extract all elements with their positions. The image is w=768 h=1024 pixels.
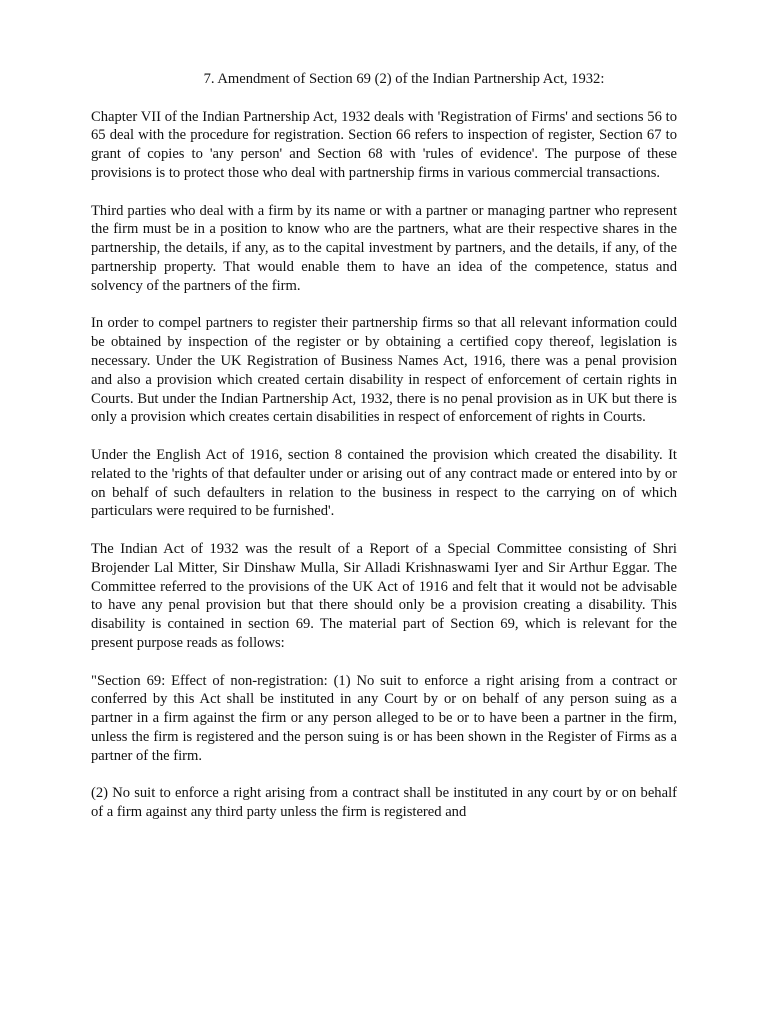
paragraph-chapter-vii: Chapter VII of the Indian Partnership Act, 1932 deals with 'Registration of Firms' and sections 56 to 65 deal with the procedure for registration. Section 66 refers to inspection of register, Section 67 to grant of copies to 'any person' and Section 68 with 'rules of evidence'. The purpose of these provisions is to protect those who deal with partnership firms in various commercial transactions.: [91, 108, 677, 181]
paragraph-indian-act: The Indian Act of 1932 was the result of a Report of a Special Committee consisting of Shri Brojender Lal Mitter, Sir Dinshaw Mulla, Sir Alladi Krishnaswami Iyer and Sir Arthur Eggar. The Committee referred to the provisions of the UK Act of 1916 and felt that it would not be advisable to have any penal provision but that there should only be a provision creating a disability. This disability is contained in section 69. The material part of Section 69, which is relevant for the present purpose reads as follows:: [91, 540, 677, 651]
paragraph-english-act: Under the English Act of 1916, section 8 contained the provision which created the disability. It related to the 'rights of that defaulter under or arising out of any contract made or entered into by or on behalf of such defaulters in relation to the business in respect to the carrying on of which particulars were required to be furnished'.: [91, 446, 677, 520]
paragraph-section-69-2: (2) No suit to enforce a right arising from a contract shall be instituted in any court by or on behalf of a firm against any third party unless the firm is registered and: [91, 785, 677, 821]
section-heading: 7. Amendment of Section 69 (2) of the Indian Partnership Act, 1932:: [203, 71, 605, 87]
paragraph-compel-registration: In order to compel partners to register their partnership firms so that all relevant information could be obtained by inspection of the register or by obtaining a certified copy thereof, legislation is necessary. Under the UK Registration of Business Names Act, 1916, there was a penal provision and also a provision which created certain disability in respect of enforcement of certain rights in Courts. But under the Indian Partnership Act, 1932, there is no penal provision as in UK but there is only a provision which creates certain disabilities in respect of enforcement of rights in Courts.: [91, 315, 677, 426]
paragraph-third-parties: Third parties who deal with a firm by its name or with a partner or managing partner who represent the firm must be in a position to know who are the partners, what are their respective shares in the partnership, the details, if any, as to the capital investment by partners, and the details, if any, of the partnership property. That would enable them to have an idea of the competence, status and solvency of the partners of the firm.: [91, 202, 677, 294]
paragraph-section-69-1: "Section 69: Effect of non-registration: (1) No suit to enforce a right arising from a contract or conferred by this Act shall be instituted in any Court by or on behalf of any person suing as a partner in a firm against the firm or any person alleged to be or to have been a partner in the firm, unless the firm is registered and the person suing is or has been shown in the Register of Firms as a partner of the firm.: [91, 672, 677, 764]
